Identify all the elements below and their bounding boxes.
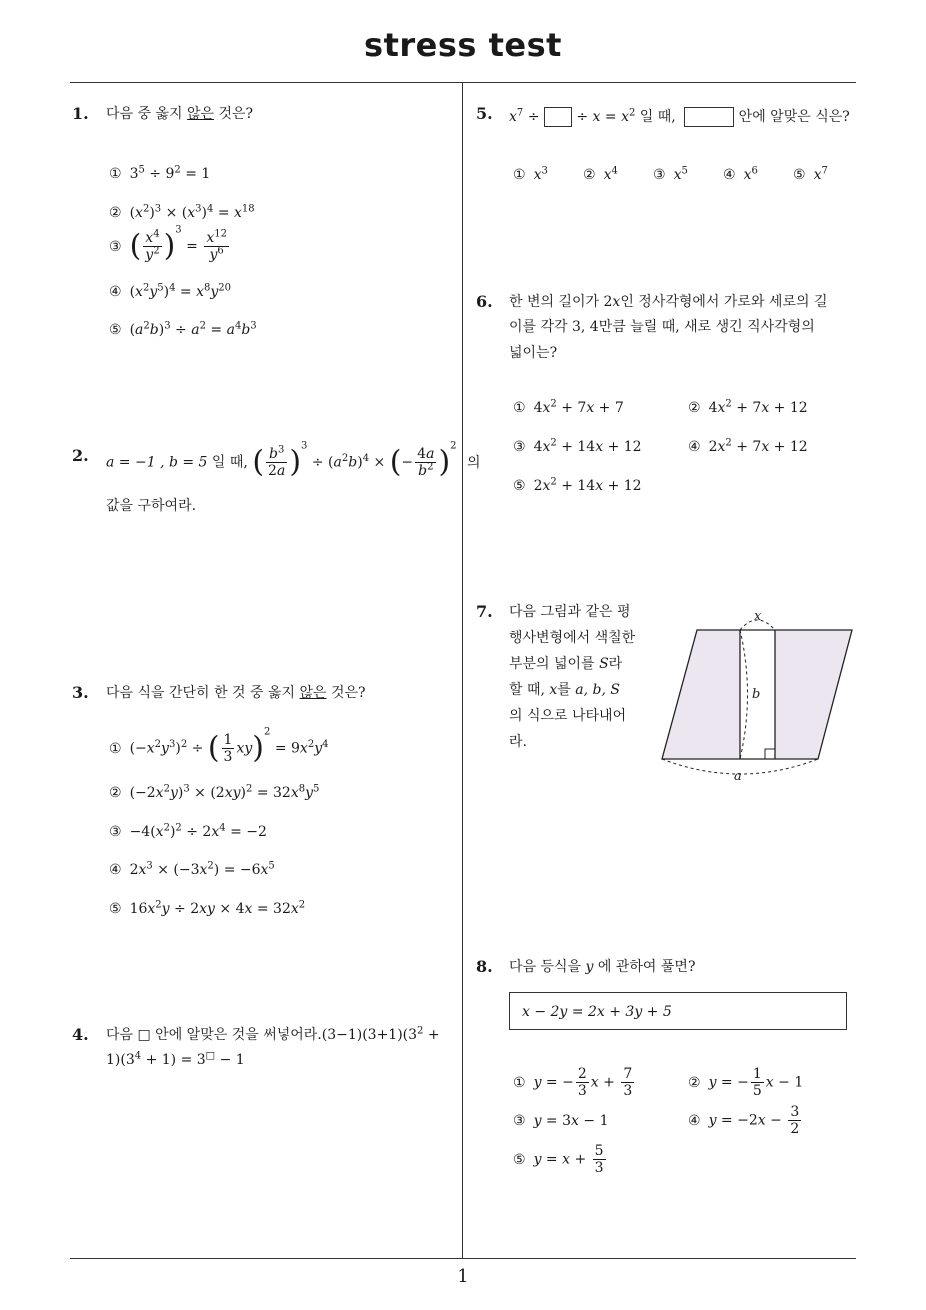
- q1-option-2[interactable]: ② $(x^2)^3 \times (x^3)^4 = x^{18}$: [109, 203, 255, 221]
- q8-option-4[interactable]: ④ y = −2x − $\frac{3}{2}$: [688, 1104, 800, 1137]
- q3-number: 3.: [72, 683, 89, 702]
- q8-option-1[interactable]: ① y = − $\frac{2}{3}$ x + $\frac{7}{3}$: [513, 1066, 633, 1099]
- q3-option-2[interactable]: ② $(-2x^2y)^3 \times (2xy)^2 = 32x^8y^5$: [109, 783, 320, 801]
- q8-option-2[interactable]: ② y = − $\frac{1}{5}$ x − 1: [688, 1066, 804, 1099]
- q3-option-1[interactable]: ① $(-x^2y^3)^2$ ÷ ( $\frac{1}{3}$ $xy)^2 = 9x^2y^4$: [109, 726, 329, 766]
- bottom-rule: [70, 1258, 856, 1259]
- q5-option-2[interactable]: ② $x^4$: [583, 165, 618, 183]
- q8-equation-box: x − 2y = 2x + 3y + 5: [509, 992, 847, 1030]
- q7-text-line6: 라.: [509, 734, 527, 750]
- q5-option-4[interactable]: ④ $x^6$: [723, 165, 758, 183]
- q6-option-4[interactable]: ④ $2x^2 + 7x + 12$: [688, 437, 808, 455]
- label-b: b: [752, 687, 761, 702]
- q6-option-1[interactable]: ① $4x^2 + 7x + 7$: [513, 398, 624, 416]
- q3-option-5[interactable]: ⑤ $16x^2y \div 2xy \times 4x = 32x^2$: [109, 899, 306, 917]
- q7-text-line2: 행사변형에서 색칠한: [509, 630, 636, 646]
- q4-text-line1: 다음 □ 안에 알맞은 것을 써넣어라$.(3-1)(3+1)(3^2$ +: [106, 1025, 440, 1043]
- right-angle-mark: [765, 749, 775, 759]
- q8-text: 다음 등식을 y 에 관하여 풀면?: [509, 959, 696, 975]
- q8-option-3[interactable]: ③ y = 3x − 1: [513, 1113, 609, 1129]
- q5-blank-box-1: [544, 107, 572, 127]
- label-a: a: [734, 769, 742, 784]
- b-dimension-arc: [740, 630, 748, 759]
- shaded-right-region: [775, 630, 852, 759]
- q6-text-line3: 넓이는?: [509, 345, 558, 361]
- q7-text-line4: 할 때, x를 a, b, S: [509, 682, 620, 698]
- q7-text-line3: 부분의 넓이를 S라: [509, 656, 623, 672]
- q4-text-line2: $1)(3^4 + 1) = 3^□ - 1$: [106, 1050, 245, 1068]
- q3-option-3[interactable]: ③ $-4(x^2)^2 \div 2x^4 = -2$: [109, 822, 267, 840]
- q5-option-3[interactable]: ③ $x^5$: [653, 165, 688, 183]
- q5-option-5[interactable]: ⑤ $x^7$: [793, 165, 828, 183]
- q3-option-4[interactable]: ④ $2x^3 \times (-3x^2) = -6x^5$: [109, 860, 275, 878]
- q3-text: 다음 식을 간단히 한 것 중 옳지 않은 것은?: [106, 685, 366, 701]
- parallelogram-figure: [655, 604, 865, 786]
- top-rule: [70, 82, 856, 83]
- q1-number: 1.: [72, 104, 89, 123]
- q6-option-2[interactable]: ② $4x^2 + 7x + 12$: [688, 398, 808, 416]
- column-divider: [462, 83, 463, 1258]
- q6-option-5[interactable]: ⑤ $2x^2 + 14x + 12$: [513, 476, 642, 494]
- label-x: x: [754, 609, 762, 624]
- q6-number: 6.: [476, 292, 493, 311]
- q7-text-line1: 다음 그림과 같은 평: [509, 604, 631, 620]
- q1-option-4[interactable]: ④ $(x^2y^5)^4 = x^8y^{20}$: [109, 282, 232, 300]
- q1-option-5[interactable]: ⑤ $(a^2b)^3 \div a^2 = a^4b^3$: [109, 320, 257, 338]
- q6-option-3[interactable]: ③ $4x^2 + 14x + 12$: [513, 437, 642, 455]
- page-title: stress test: [364, 26, 562, 64]
- q2-expression: a = −1 , b = 5 일 때, ( $\frac{b^3}{2a}$ )$^3 \div (a^2b)^4$ × (− $\frac{4a}{b^2}$ )$^2$ 의: [106, 440, 481, 480]
- q1-text: 다음 중 옳지 않은 것은?: [106, 106, 254, 122]
- q5-number: 5.: [476, 104, 493, 123]
- q5-text: $x^7$ ÷ ÷ $x = x^2$ 일 때, 안에 알맞은 식은?: [509, 107, 850, 125]
- q2-number: 2.: [72, 446, 89, 465]
- q4-number: 4.: [72, 1025, 89, 1044]
- q6-text-line1: 한 변의 길이가 2x인 정사각형에서 가로와 세로의 길: [509, 294, 828, 310]
- q2-text: 값을 구하여라.: [106, 498, 197, 514]
- q5-option-1[interactable]: ① $x^3$: [513, 165, 548, 183]
- q7-number: 7.: [476, 602, 493, 621]
- q5-blank-box-2: [684, 107, 734, 127]
- q1-option-3[interactable]: ③ ( $\frac{x^4}{y^2}$ )$^3$ = $\frac{x^{12}}{y^6}$: [109, 224, 227, 264]
- shaded-left-region: [662, 630, 740, 759]
- q7-text-line5: 의 식으로 나타내어: [509, 708, 627, 724]
- q8-option-5[interactable]: ⑤ y = x + $\frac{5}{3}$: [513, 1143, 604, 1176]
- page-number: 1: [457, 1266, 469, 1287]
- q6-text-line2: 이를 각각 3, 4만큼 늘릴 때, 새로 생긴 직사각형의: [509, 319, 815, 335]
- q8-number: 8.: [476, 957, 493, 976]
- q1-option-1[interactable]: ① $3^5 \div 9^2 = 1$: [109, 164, 211, 182]
